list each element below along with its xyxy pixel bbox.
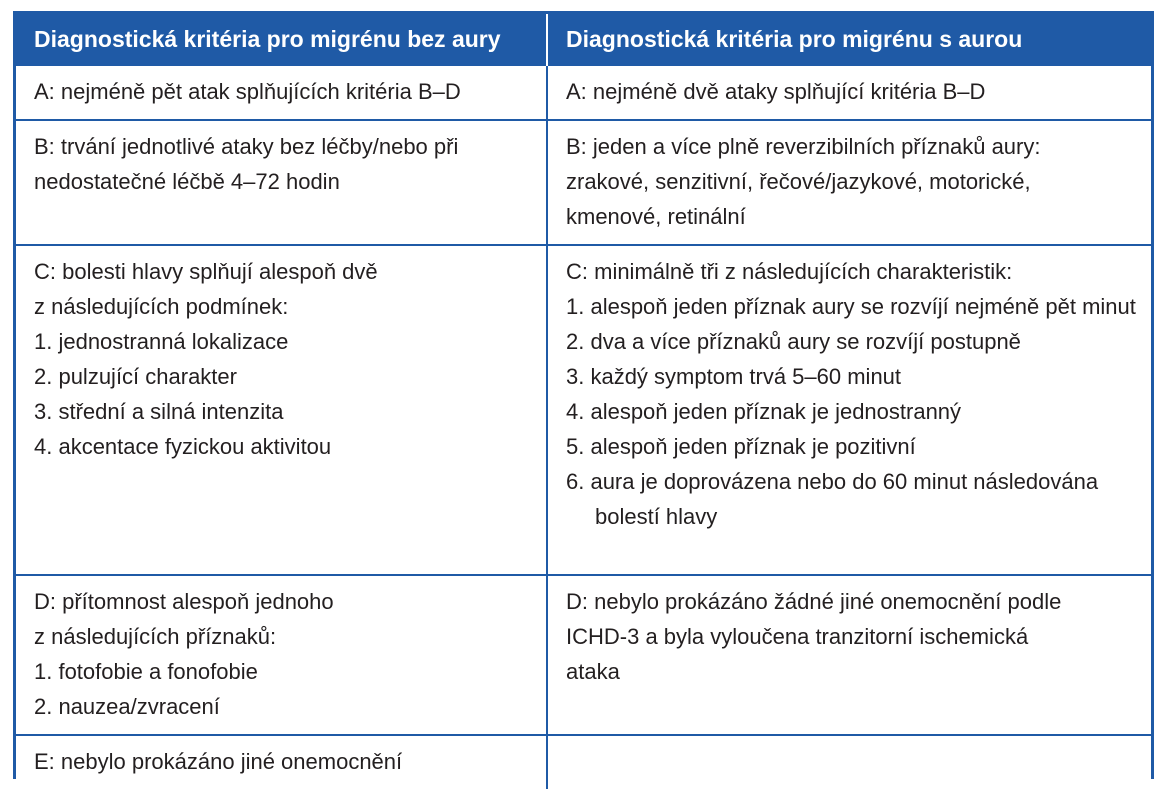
cell-without-aura-e <box>16 735 547 789</box>
list-item: 3. každý symptom trvá 5–60 minut <box>566 364 902 389</box>
list-item: 6. aura je doprovázena nebo do 60 minut následována bolestí hlavy <box>566 469 1099 529</box>
criterion-text: C: minimálně tři z následujících charakteristik: <box>566 259 1013 284</box>
criteria-table <box>16 14 1151 789</box>
cell-without-aura-d <box>16 575 547 735</box>
cell-with-aura-b <box>547 120 1151 245</box>
criterion-text: kmenové, retinální <box>566 204 746 229</box>
header-with-aura: Diagnostická kritéria pro migrénu s aurou <box>547 14 1151 65</box>
criterion-text: ataka <box>566 659 620 684</box>
criterion-text: z následujících podmínek: <box>34 294 289 319</box>
list-item: 2. dva a více příznaků aury se rozvíjí postupně <box>566 329 1021 354</box>
table-row <box>16 575 1151 735</box>
table-row <box>16 120 1151 245</box>
list-item: 4. alespoň jeden příznak je jednostranný <box>566 399 962 424</box>
cell-with-aura-c <box>547 245 1151 575</box>
list-item: 5. alespoň jeden příznak je pozitivní <box>566 434 916 459</box>
table-row <box>16 65 1151 120</box>
criterion-text: C: bolesti hlavy splňují alespoň dvě <box>34 259 378 284</box>
cell-with-aura-d <box>547 575 1151 735</box>
criterion-text: D: přítomnost alespoň jednoho <box>34 589 334 614</box>
criterion-text: zrakové, senzitivní, řečové/jazykové, motorické, <box>566 169 1031 194</box>
criterion-text: B: jeden a více plně reverzibilních příznaků aury: <box>566 134 1041 159</box>
criterion-text: ICHD-3 a byla vyloučena tranzitorní ischemická <box>566 624 1029 649</box>
criterion-text: E: nebylo prokázáno jiné onemocnění <box>34 749 403 774</box>
cell-without-aura-b <box>16 120 547 245</box>
cell-with-aura-e <box>547 735 1151 789</box>
criterion-text: B: trvání jednotlivé ataky bez léčby/nebo při <box>34 134 459 159</box>
list-item: 1. alespoň jeden příznak aury se rozvíjí nejméně pět minut <box>566 294 1136 319</box>
header-row <box>16 14 1151 65</box>
list-item: 1. fotofobie a fonofobie <box>34 659 258 684</box>
cell-with-aura-a <box>547 65 1151 120</box>
list-item: 4. akcentace fyzickou aktivitou <box>34 434 332 459</box>
criterion-text: nedostatečné léčbě 4–72 hodin <box>34 169 340 194</box>
criterion-text: D: nebylo prokázáno žádné jiné onemocnění podle <box>566 589 1062 614</box>
table-row <box>16 245 1151 575</box>
criterion-text: z následujících příznaků: <box>34 624 277 649</box>
criterion-text: A: nejméně dvě ataky splňující kritéria B–D <box>566 79 986 104</box>
list-item: 1. jednostranná lokalizace <box>34 329 289 354</box>
cell-without-aura-c <box>16 245 547 575</box>
criterion-text: A: nejméně pět atak splňujících kritéria B–D <box>34 79 461 104</box>
header-without-aura: Diagnostická kritéria pro migrénu bez aury <box>16 14 547 65</box>
list-item: 2. pulzující charakter <box>34 364 237 389</box>
cell-without-aura-a <box>16 65 547 120</box>
table-row <box>16 735 1151 789</box>
list-item: 2. nauzea/zvracení <box>34 694 220 719</box>
list-item: 3. střední a silná intenzita <box>34 399 284 424</box>
criteria-table-frame <box>13 11 1154 779</box>
